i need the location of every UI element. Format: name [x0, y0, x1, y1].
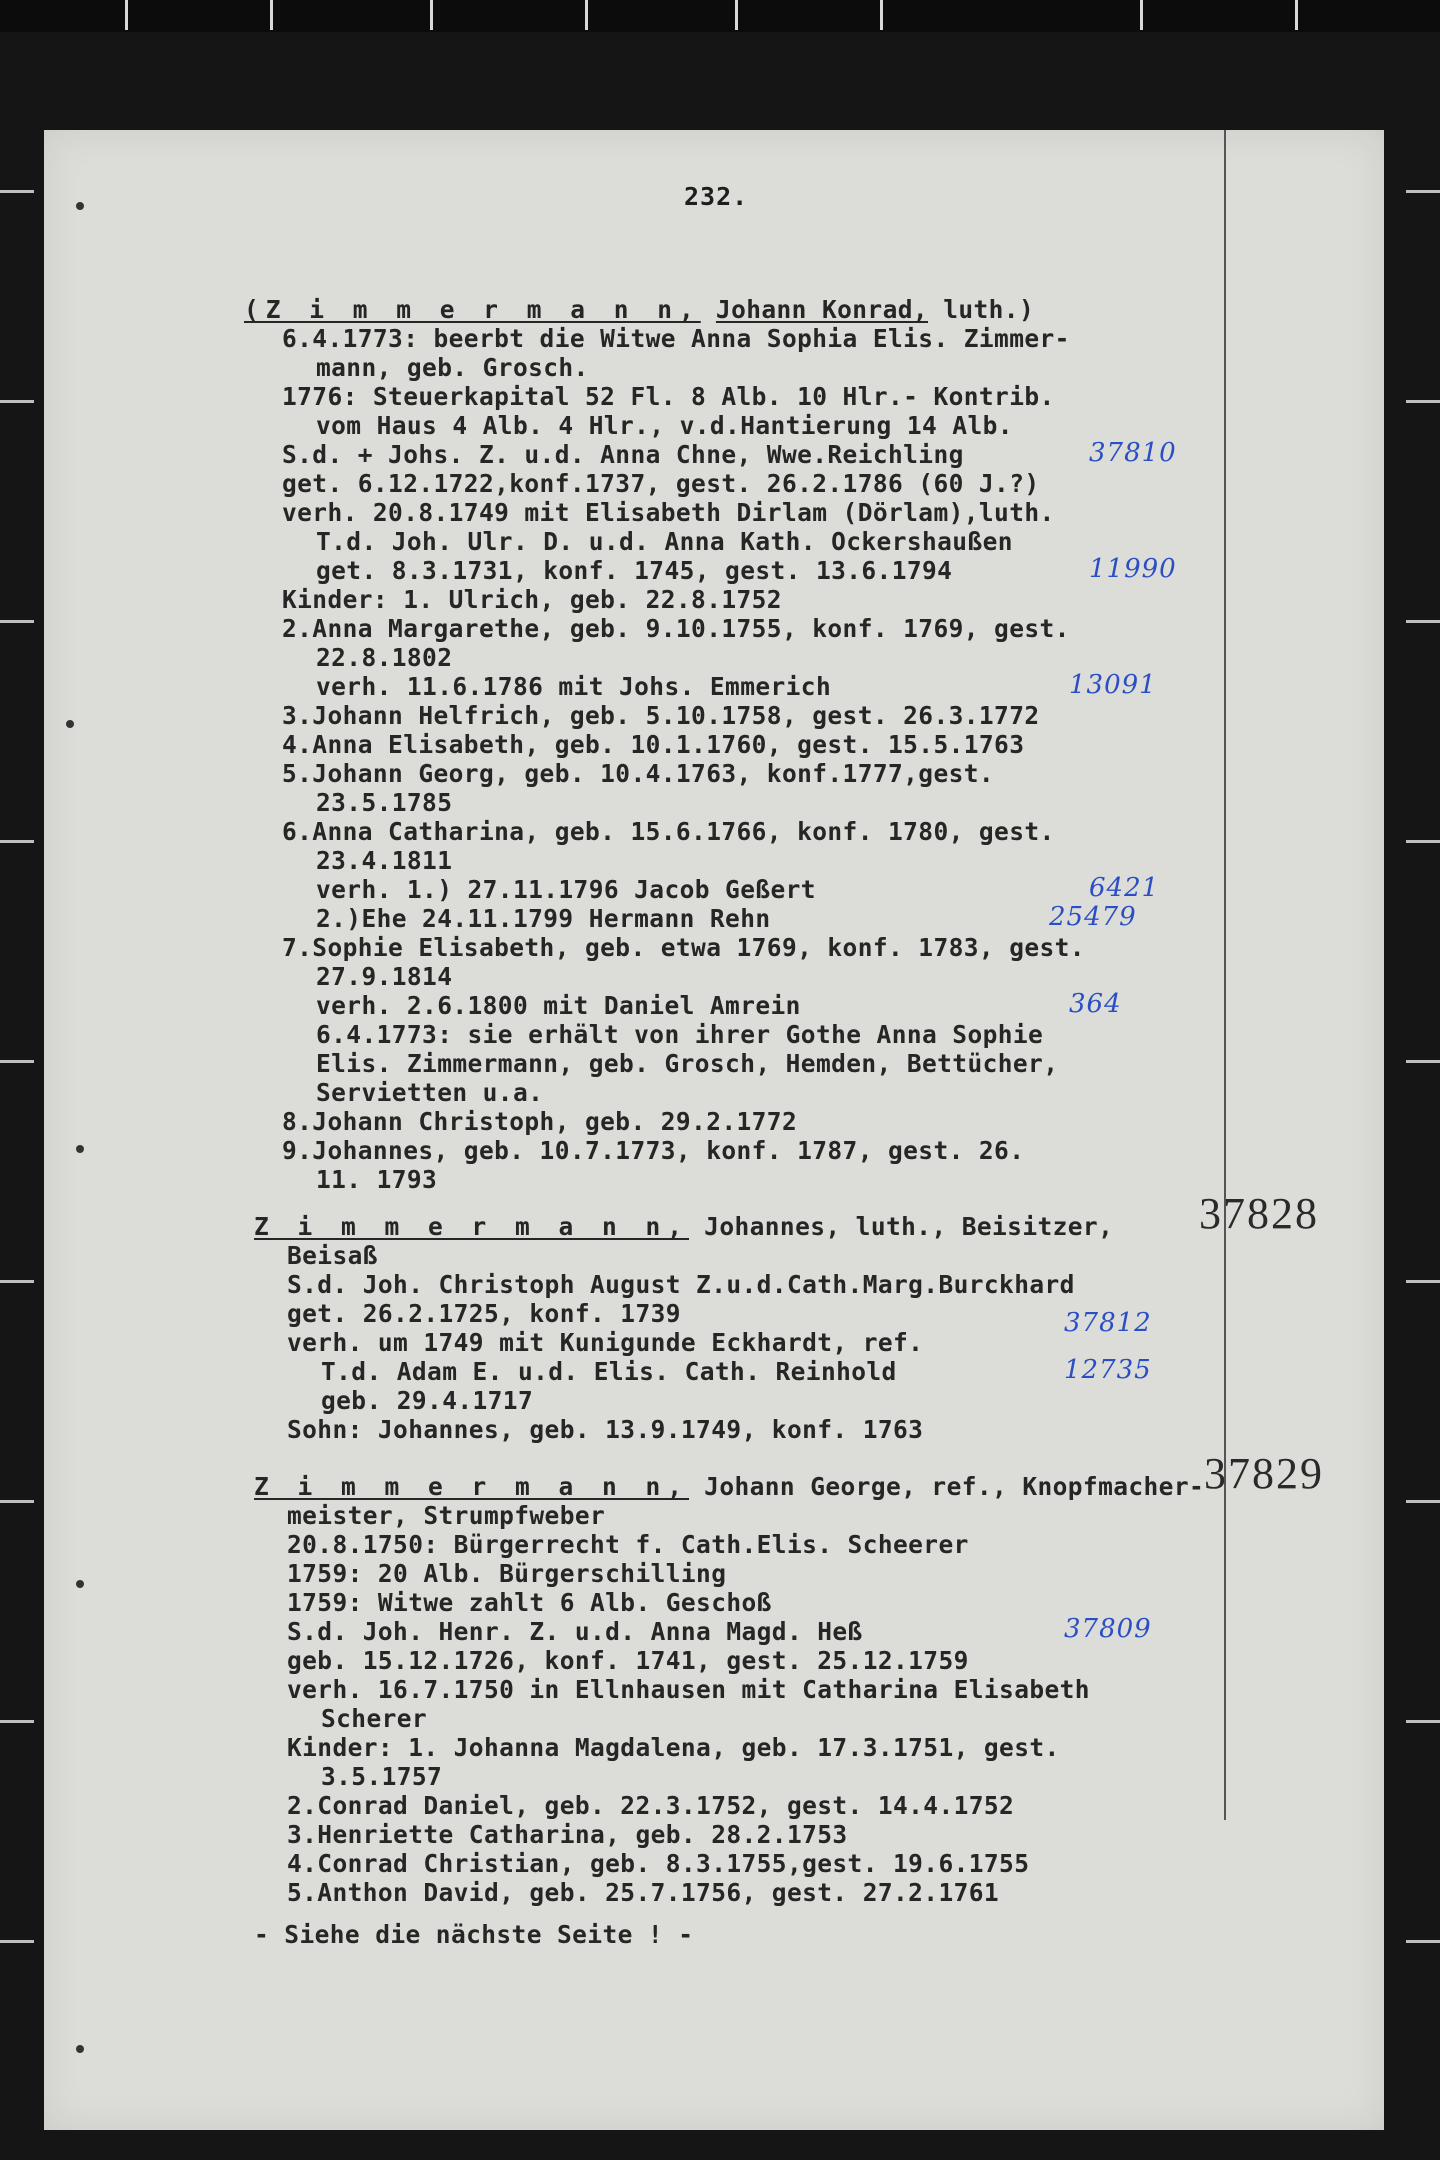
entry-line: 7.Sophie Elisabeth, geb. etwa 1769, konf. 1783, gest.: [282, 933, 1085, 962]
entry-line: geb. 29.4.1717: [321, 1386, 534, 1415]
handwritten-number: 25479: [1049, 902, 1137, 932]
entry-line: verh. 16.7.1750 in Ellnhausen mit Catharina Elisabeth: [287, 1675, 1090, 1704]
entry-heading: [244, 295, 1034, 324]
entry-line: 11. 1793: [316, 1165, 438, 1194]
footer-note: - Siehe die nächste Seite ! -: [254, 1920, 694, 1949]
scale-tick: [880, 0, 883, 30]
handwritten-number: 37809: [1064, 1614, 1152, 1644]
entry-line: verh. 1.) 27.11.1796 Jacob Geßert: [316, 875, 816, 904]
entry-line: 3.Henriette Catharina, geb. 28.2.1753: [287, 1820, 848, 1849]
handwritten-number: 37810: [1089, 438, 1177, 468]
entry-line: verh. 2.6.1800 mit Daniel Amrein: [316, 991, 801, 1020]
handwritten-number: 12735: [1064, 1355, 1152, 1385]
page-number: 232.: [684, 182, 749, 211]
entry-line: 20.8.1750: Bürgerrecht f. Cath.Elis. Scheerer: [287, 1530, 969, 1559]
heading-rest: Johannes, luth., Beisitzer,: [704, 1212, 1114, 1241]
entry-line: get. 6.12.1722,konf.1737, gest. 26.2.1786 (60 J.?): [282, 469, 1040, 498]
edge-mark: [1406, 190, 1440, 193]
edge-mark: [1406, 1280, 1440, 1283]
entry-line: 5.Anthon David, geb. 25.7.1756, gest. 27.2.1761: [287, 1878, 1000, 1907]
punch-hole: [76, 1580, 84, 1588]
edge-mark: [0, 400, 34, 403]
punch-hole: [76, 1145, 84, 1153]
entry-line: 23.4.1811: [316, 846, 453, 875]
scale-tick: [1140, 0, 1143, 30]
entry-line: Elis. Zimmermann, geb. Grosch, Hemden, Bettücher,: [316, 1049, 1059, 1078]
punch-hole: [66, 720, 74, 728]
entry-heading: [254, 1212, 1113, 1241]
entry-line: T.d. Adam E. u.d. Elis. Cath. Reinhold: [321, 1357, 897, 1386]
entry-line: get. 26.2.1725, konf. 1739: [287, 1299, 681, 1328]
handwritten-number: 6421: [1089, 873, 1160, 903]
entry-line: S.d. Joh. Henr. Z. u.d. Anna Magd. Heß: [287, 1617, 863, 1646]
entry-line: Kinder: 1. Ulrich, geb. 22.8.1752: [282, 585, 782, 614]
archive-number: 37829: [1204, 1449, 1324, 1498]
entry-line: 27.9.1814: [316, 962, 453, 991]
edge-mark: [0, 1500, 34, 1503]
entry-line: 3.5.1757: [321, 1762, 443, 1791]
entry-line: 8.Johann Christoph, geb. 29.2.1772: [282, 1107, 798, 1136]
entry-line: 2.Conrad Daniel, geb. 22.3.1752, gest. 14.4.1752: [287, 1791, 1015, 1820]
entry-line: Scherer: [321, 1704, 428, 1733]
edge-mark: [0, 190, 34, 193]
document-page: [44, 130, 1384, 2130]
scale-tick: [430, 0, 433, 30]
handwritten-number: 364: [1069, 989, 1122, 1019]
entry-line: 23.5.1785: [316, 788, 453, 817]
scanner-top-band: [0, 0, 1440, 32]
entry-line: verh. 11.6.1786 mit Johs. Emmerich: [316, 672, 832, 701]
punch-hole: [76, 202, 84, 210]
page-fold-line: [1224, 130, 1226, 1820]
entry-line: 2.)Ehe 24.11.1799 Hermann Rehn: [316, 904, 771, 933]
edge-mark: [1406, 400, 1440, 403]
entry-line: verh. 20.8.1749 mit Elisabeth Dirlam (Dörlam),luth.: [282, 498, 1055, 527]
edge-mark: [0, 1720, 34, 1723]
entry-line: 1759: 20 Alb. Bürgerschilling: [287, 1559, 727, 1588]
edge-mark: [0, 1280, 34, 1283]
entry-line: verh. um 1749 mit Kunigunde Eckhardt, ref.: [287, 1328, 924, 1357]
entry-line: geb. 15.12.1726, konf. 1741, gest. 25.12.1759: [287, 1646, 969, 1675]
entry-line: meister, Strumpfweber: [287, 1501, 606, 1530]
entry-line: Beisaß: [287, 1241, 378, 1270]
entry-line: 6.Anna Catharina, geb. 15.6.1766, konf. 1780, gest.: [282, 817, 1055, 846]
heading-rest: Johann George, ref., Knopfmacher-: [704, 1472, 1205, 1501]
entry-line: Sohn: Johannes, geb. 13.9.1749, konf. 1763: [287, 1415, 924, 1444]
edge-mark: [0, 840, 34, 843]
entry-line: 6.4.1773: sie erhält von ihrer Gothe Anna Sophie: [316, 1020, 1044, 1049]
heading-rest: luth.): [943, 295, 1035, 324]
handwritten-number: 13091: [1069, 670, 1157, 700]
entry-line: 1759: Witwe zahlt 6 Alb. Geschoß: [287, 1588, 772, 1617]
entry-line: 3.Johann Helfrich, geb. 5.10.1758, gest. 26.3.1772: [282, 701, 1040, 730]
edge-mark: [1406, 1940, 1440, 1943]
scale-tick: [270, 0, 273, 30]
edge-mark: [0, 1060, 34, 1063]
edge-mark: [0, 1940, 34, 1943]
archive-number: 37828: [1199, 1189, 1319, 1238]
punch-hole: [76, 2045, 84, 2053]
handwritten-number: 11990: [1089, 554, 1177, 584]
entry-line: Servietten u.a.: [316, 1078, 544, 1107]
handwritten-number: 37812: [1064, 1308, 1152, 1338]
entry-line: vom Haus 4 Alb. 4 Hlr., v.d.Hantierung 14 Alb.: [316, 411, 1013, 440]
surname: Z i m m e r m a n n,: [254, 1472, 690, 1501]
entry-line: 9.Johannes, geb. 10.7.1773, konf. 1787, gest. 26.: [282, 1136, 1025, 1165]
entry-line: 6.4.1773: beerbt die Witwe Anna Sophia Elis. Zimmer-: [282, 324, 1070, 353]
entry-line: 22.8.1802: [316, 643, 453, 672]
edge-mark: [1406, 840, 1440, 843]
entry-line: 1776: Steuerkapital 52 Fl. 8 Alb. 10 Hlr.- Kontrib.: [282, 382, 1055, 411]
entry-line: mann, geb. Grosch.: [316, 353, 589, 382]
scale-tick: [735, 0, 738, 30]
entry-line: 5.Johann Georg, geb. 10.4.1763, konf.1777,gest.: [282, 759, 995, 788]
edge-mark: [1406, 1720, 1440, 1723]
edge-mark: [1406, 1500, 1440, 1503]
entry-line: 4.Conrad Christian, geb. 8.3.1755,gest. 19.6.1755: [287, 1849, 1030, 1878]
entry-line: T.d. Joh. Ulr. D. u.d. Anna Kath. Ockershaußen: [316, 527, 1013, 556]
surname: (Z i m m e r m a n n,: [244, 295, 701, 324]
entry-line: S.d. Joh. Christoph August Z.u.d.Cath.Marg.Burckhard: [287, 1270, 1075, 1299]
edge-mark: [0, 620, 34, 623]
scale-tick: [585, 0, 588, 30]
surname: Z i m m e r m a n n,: [254, 1212, 690, 1241]
entry-heading: [254, 1472, 1204, 1501]
scale-tick: [1295, 0, 1298, 30]
edge-mark: [1406, 1060, 1440, 1063]
entry-line: get. 8.3.1731, konf. 1745, gest. 13.6.1794: [316, 556, 953, 585]
entry-line: 4.Anna Elisabeth, geb. 10.1.1760, gest. 15.5.1763: [282, 730, 1025, 759]
entry-line: Kinder: 1. Johanna Magdalena, geb. 17.3.1751, gest.: [287, 1733, 1060, 1762]
scale-tick: [125, 0, 128, 30]
given-name: Johann Konrad,: [715, 295, 929, 324]
entry-line: 2.Anna Margarethe, geb. 9.10.1755, konf. 1769, gest.: [282, 614, 1070, 643]
entry-line: S.d. + Johs. Z. u.d. Anna Chne, Wwe.Reichling: [282, 440, 964, 469]
edge-mark: [1406, 620, 1440, 623]
